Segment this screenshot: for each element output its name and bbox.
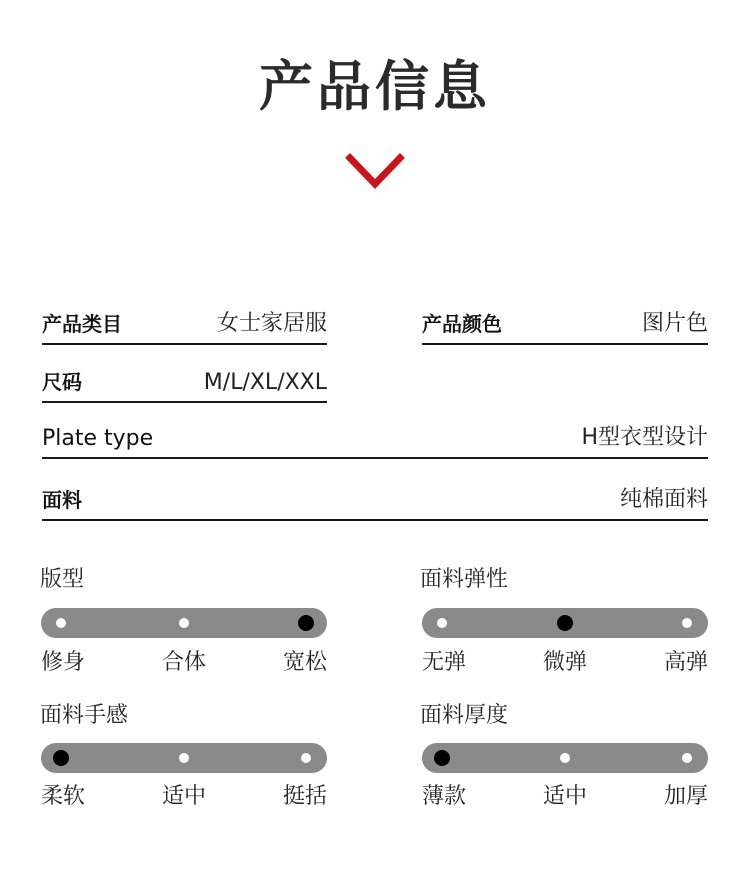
size-label: 尺码 (42, 370, 82, 394)
fit-option-2: 合体 (161, 650, 207, 675)
hand-feel-track (41, 743, 327, 773)
thickness-labels (422, 779, 708, 807)
info-row-color (422, 305, 708, 345)
elasticity-dot-2-selected (557, 615, 573, 631)
thickness-dot-2 (560, 753, 570, 763)
info-row-size (42, 363, 327, 403)
plate-type-label: Plate type (42, 426, 154, 451)
hand-feel-dot-3 (301, 753, 311, 763)
thickness-option-3: 加厚 (663, 784, 708, 809)
fit-dot-2 (179, 618, 189, 628)
thickness-option-2: 适中 (542, 784, 588, 809)
chevron-down-icon (344, 150, 406, 194)
color-value: 图片色 (641, 311, 708, 336)
thickness-dot-1-selected (434, 750, 450, 766)
fit-title: 版型 (40, 567, 85, 592)
elasticity-labels (422, 645, 708, 673)
hand-feel-option-3: 挺括 (282, 784, 327, 809)
elasticity-title: 面料弹性 (420, 567, 509, 592)
color-label: 产品颜色 (422, 312, 502, 336)
fabric-value: 纯棉面料 (619, 487, 708, 512)
hand-feel-dot-1-selected (53, 750, 69, 766)
hand-feel-option-1: 柔软 (41, 784, 86, 809)
fit-dot-1 (56, 618, 66, 628)
thickness-dot-3 (682, 753, 692, 763)
elasticity-option-1: 无弹 (422, 650, 467, 675)
thickness-title: 面料厚度 (420, 703, 509, 728)
thickness-track (422, 743, 708, 773)
info-row-plate-type (42, 419, 708, 459)
info-row-fabric (42, 481, 708, 521)
category-label: 产品类目 (42, 312, 122, 336)
hand-feel-dot-2 (179, 753, 189, 763)
category-value: 女士家居服 (216, 311, 327, 336)
size-value: M/L/XL/XXL (203, 370, 327, 395)
plate-type-value: H型衣型设计 (581, 425, 708, 450)
info-row-category (42, 305, 327, 345)
elasticity-dot-1 (437, 618, 447, 628)
elasticity-track (422, 608, 708, 638)
thickness-option-1: 薄款 (422, 784, 467, 809)
elasticity-dot-3 (682, 618, 692, 628)
fit-labels (41, 645, 327, 673)
hand-feel-title: 面料手感 (40, 703, 129, 728)
elasticity-option-3: 高弹 (663, 650, 708, 675)
hand-feel-option-2: 适中 (161, 784, 207, 809)
page-title: 产品信息 (259, 55, 491, 118)
fit-option-1: 修身 (41, 650, 86, 675)
hand-feel-labels (41, 779, 327, 807)
fit-track (41, 608, 327, 638)
elasticity-option-2: 微弹 (542, 650, 588, 675)
fit-option-3: 宽松 (282, 650, 327, 675)
fabric-label: 面料 (42, 488, 82, 512)
fit-dot-3-selected (298, 615, 314, 631)
